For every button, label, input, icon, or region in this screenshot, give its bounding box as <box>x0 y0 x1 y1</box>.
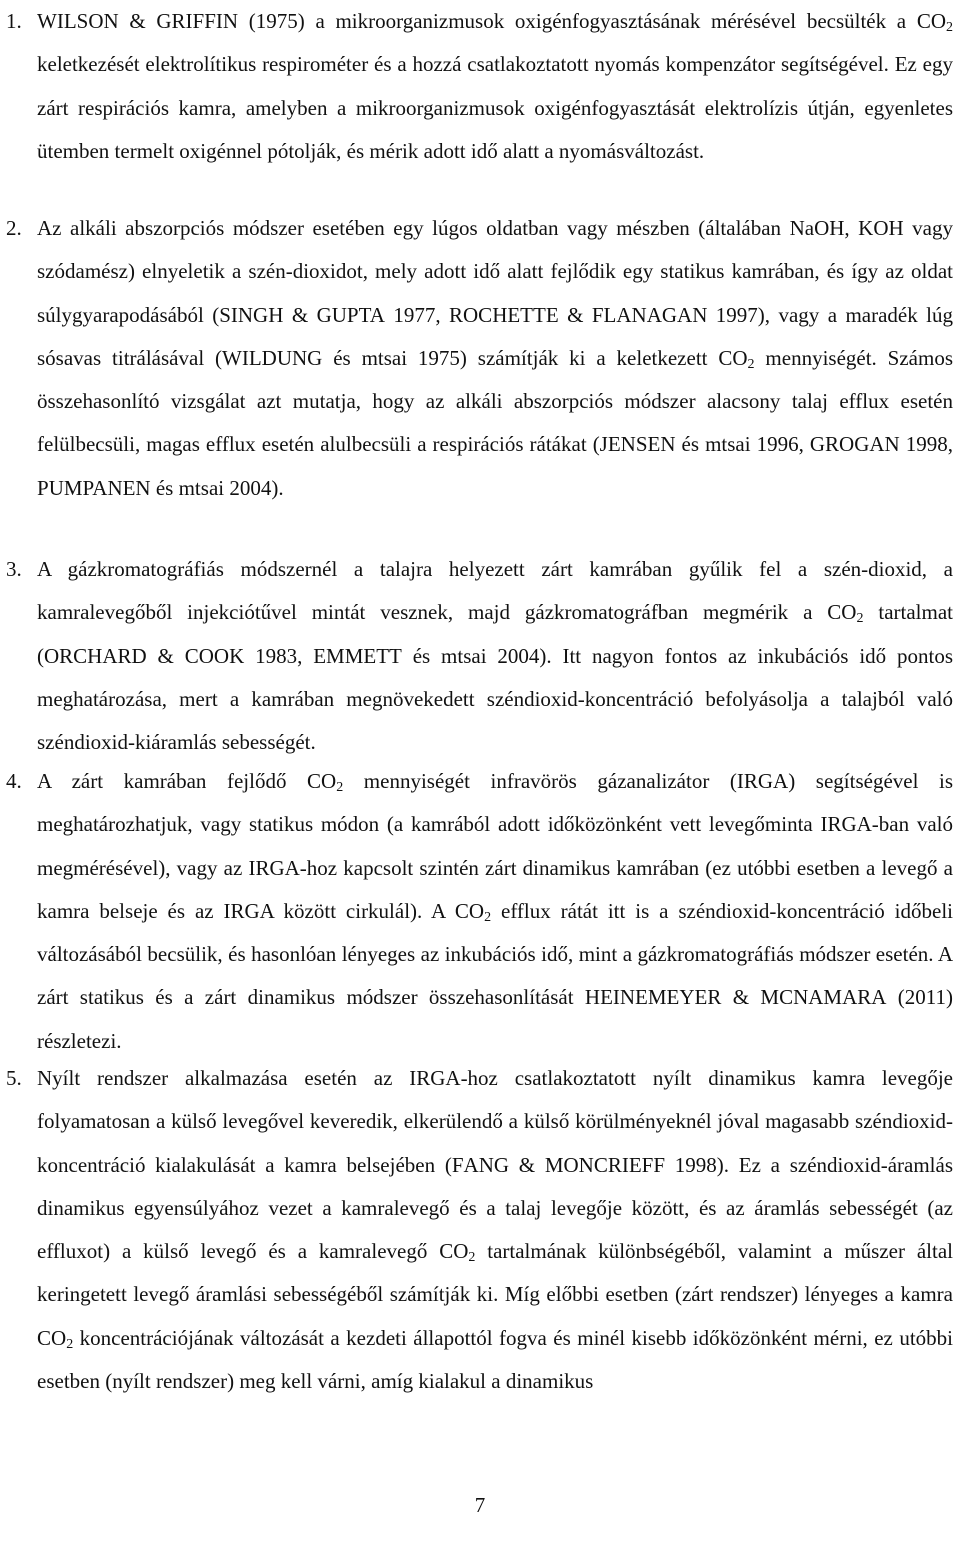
list-item-text: A gázkromatográfiás módszernél a talajra helyezett zárt kamrában gyűlik fel a szén-dioxid, a kamralevegőből injekciótűvel mintát vesznek, majd gázkromatográfban megmérik a $CO_2$ tartalmat (ORCHARD & COOK 1983, EMMETT és mtsai 2004). Itt nagyon fontos az inkubációs idő pontos meghatározása, mert a kamrában megnövekedett széndioxid-koncentráció befolyásolja a talajból való széndioxid-kiáramlás sebességét. <box>37 557 954 755</box>
page-number: 7 <box>474 1493 486 1517</box>
list-item-4 <box>0 760 960 1063</box>
list-item-number: 3. <box>6 557 22 581</box>
list-item-5 <box>0 1057 960 1403</box>
list-item-number: 1. <box>6 9 22 33</box>
list-item-number: 2. <box>6 216 22 240</box>
list-item-number: 4. <box>6 769 22 793</box>
list-item-text: Az alkáli abszorpciós módszer esetében egy lúgos oldatban vagy mészben (általában NaOH, KOH vagy szódamész) elnyeletik a szén-dioxidot, mely adott idő alatt fejlődik egy statikus kamrában, és így az oldat súlygyarapodásából (SINGH & GUPTA 1977, ROCHETTE & FLANAGAN 1997), vagy a maradék lúg sósavas titrálásával (WILDUNG és mtsai 1975) számítják ki a keletkezett $CO_2$ mennyiségét. Számos összehasonlító vizsgálat azt mutatja, hogy az alkáli abszorpciós módszer alacsony talaj efflux esetén felülbecsüli, magas efflux esetén alulbecsüli a respirációs rátákat (JENSEN és mtsai 1996, GROGAN 1998, PUMPANEN és mtsai 2004). <box>37 216 954 500</box>
list-item-1 <box>0 0 960 173</box>
list-item-3 <box>0 548 960 764</box>
list-item-2 <box>0 207 960 510</box>
list-item-text: WILSON & GRIFFIN (1975) a mikroorganizmusok oxigénfogyasztásának mérésével becsülték a $CO_2$ keletkezését elektrolítikus respirométer és a hozzá csatlakoztatott nyomás kompenzátor segítségével. Ez egy zárt respirációs kamra, amelyben a mikroorganizmusok oxigénfogyasztását elektrolízis útján, egyenletes ütemben termelt oxigénnel pótolják, és mérik adott idő alatt a nyomásváltozást. <box>37 9 953 163</box>
list-item-number: 5. <box>6 1066 22 1090</box>
list-item-text: Nyílt rendszer alkalmazása esetén az IRGA-hoz csatlakoztatott nyílt dinamikus kamra levegője folyamatosan a külső levegővel keveredik, elkerülendő a külső körülményeknél jóval magasabb széndioxid-koncentráció kialakulását a kamra belsejében (FANG & MONCRIEFF 1998). Ez a széndioxid-áramlás dinamikus egyensúlyához vezet a kamralevegő és a talaj levegője között, és az áramlás sebességét (az effluxot) a külső levegő és a kamralevegő $CO_2$ tartalmának különbségéből, valamint a műszer által keringetett levegő áramlási sebességéből számítják ki. Míg előbbi esetben (zárt rendszer) lényeges a kamra $CO_2$ koncentrációjának változását a kezdeti állapottól fogva és minél kisebb időközönként mérni, ez utóbbi esetben (nyílt rendszer) meg kell várni, amíg kialakul a dinamikus <box>37 1066 953 1394</box>
list-item-text: A zárt kamrában fejlődő $CO_2$ mennyiségét infravörös gázanalizátor (IRGA) segítségével is meghatározhatjuk, vagy statikus módon (a kamrából adott időközönként vett levegőminta IRGA-ban való megmérésével), vagy az IRGA-hoz kapcsolt szintén zárt dinamikus kamrában (ez utóbbi esetben a levegő a kamra belseje és az IRGA között cirkulál). A $CO_2$ efflux rátát itt is a széndioxid-koncentráció időbeli változásából becsülik, és hasonlóan lényeges az inkubációs idő, mint a gázkromatográfiás módszer esetén. A zárt statikus és a zárt dinamikus módszer összehasonlítását HEINEMEYER & MCNAMARA (2011) részletezi. <box>37 769 954 1053</box>
